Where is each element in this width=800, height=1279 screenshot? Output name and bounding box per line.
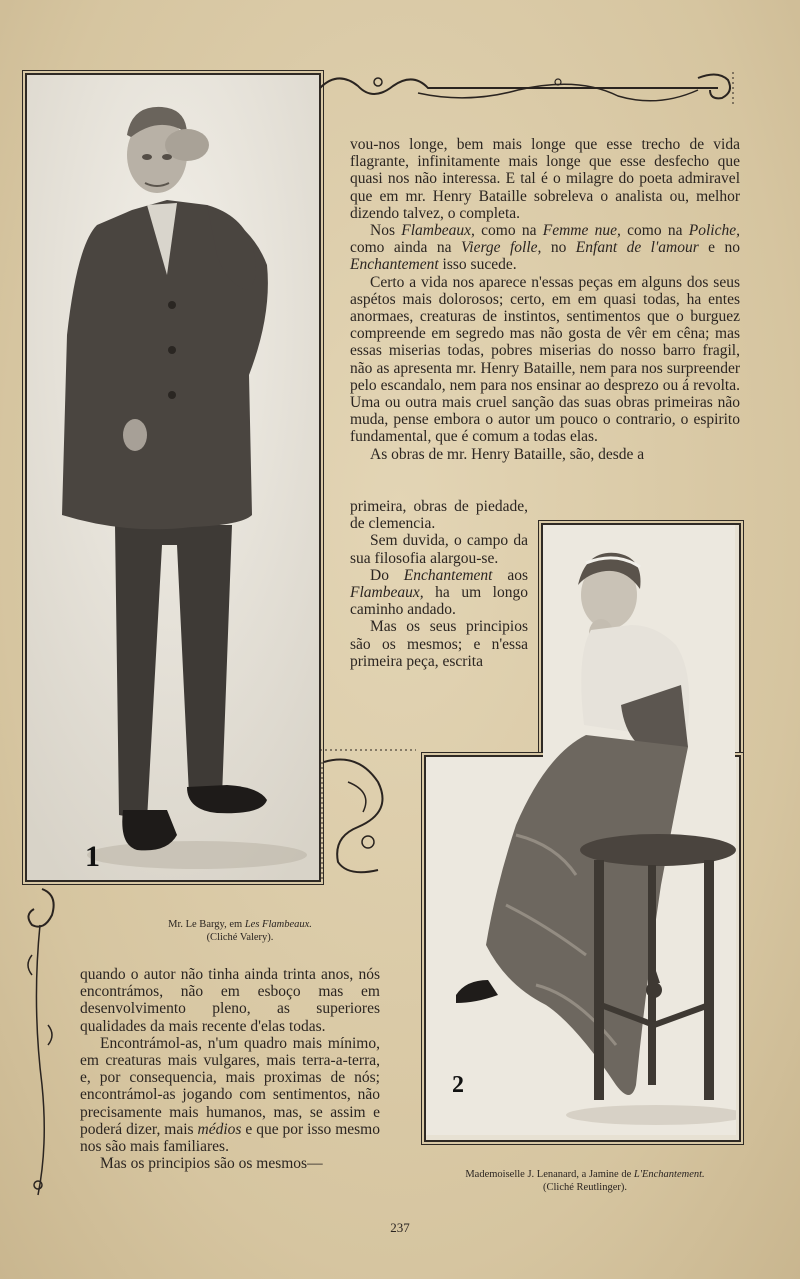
article-column-bottom <box>80 966 380 1172</box>
middle-scroll-ornament <box>318 742 418 882</box>
paragraph-3: Certo a vida nos aparece n'essas peças em alguns dos seus aspétos mais dolorosos; certo, em em quasi todas, ha entes anormaes, creaturas de instintos, sentimentos que o burguez compreende em segredo mas não gosta de vêr em cêna; mas essas miserias todas, pobres miserias do nosso barro fragil, não as apresenta mr. Henry Bataille, nem para nos surpreender pelo escandalo, nem para nos ensinar ao desprezo ou á revolta. Uma ou outra mais cruel sanção das suas obras primeiras não muda, pense embora o autor um pouco o contrario, o espirito fundamental, que é comum a todas elas. <box>350 273 740 446</box>
photo-2-number: 2 <box>452 1072 464 1098</box>
paragraph-4b: primeira, obras de piedade, de clemencia. <box>350 498 528 533</box>
top-scroll-ornament <box>318 68 738 108</box>
left-margin-ornament <box>22 885 62 1205</box>
paragraph-4a: As obras de mr. Henry Bataille, são, desde a <box>370 445 645 463</box>
article-column-narrow <box>350 498 528 670</box>
photo-2-caption: Mademoiselle J. Lenanard, a Jamine de L'Enchantement. (Cliché Reutlinger). <box>465 1169 705 1193</box>
photo-1-frame <box>25 73 321 882</box>
paragraph-5: Sem duvida, o campo da sua filosofia alargou-se. <box>350 532 528 567</box>
paragraph-10: Mas os principios são os mesmos— <box>100 1155 323 1173</box>
paragraph-2: Nos Flambeaux, como na Femme nue, como na Poliche, como ainda na Vierge folle, no Enfant de l'amour e no Enchantement isso sucede. <box>350 222 740 274</box>
paragraph-8: quando o autor não tinha ainda trinta anos, nós encontrámos, não em esboço mas em desenvolvimento pleno, as superiores qualidades da mais recente d'elas todas. <box>80 966 380 1035</box>
page-number: 237 <box>390 1220 410 1235</box>
paragraph-6: Do Enchantement aos Flambeaux, ha um longo caminho andado. <box>350 566 528 619</box>
article-column-top <box>350 136 740 463</box>
photo-le-bargy <box>27 75 319 880</box>
paragraph-9: Encontrámol-as, n'um quadro mais mínimo, em creaturas mais vulgares, mais terra-a-terra, e, por consequencia, mais proximas de nós; encontrámol-as jogando com sentimentos, não precisamente mais humanos, mas, se assim e poderá dizer, mais médios e que por isso mesmo nos são mais familiares. <box>80 1034 380 1156</box>
paragraph-1: vou-nos longe, bem mais longe que esse trecho de vida flagrante, infinitamente mais longe que esse desfecho que quasi nos não interessa. E tal é o milagre do poeta admiravel que em mr. Henry Bataille sobreleva o analista ou, melhor dizendo talvez, o completa. <box>350 136 740 222</box>
photo-1-caption: Mr. Le Bargy, em Les Flambeaux. (Cliché Valery). <box>168 919 312 943</box>
photo-1-number: 1 <box>85 840 100 873</box>
paragraph-7: Mas os seus principios são os mesmos; e n'essa primeira peça, escrita <box>350 618 528 670</box>
